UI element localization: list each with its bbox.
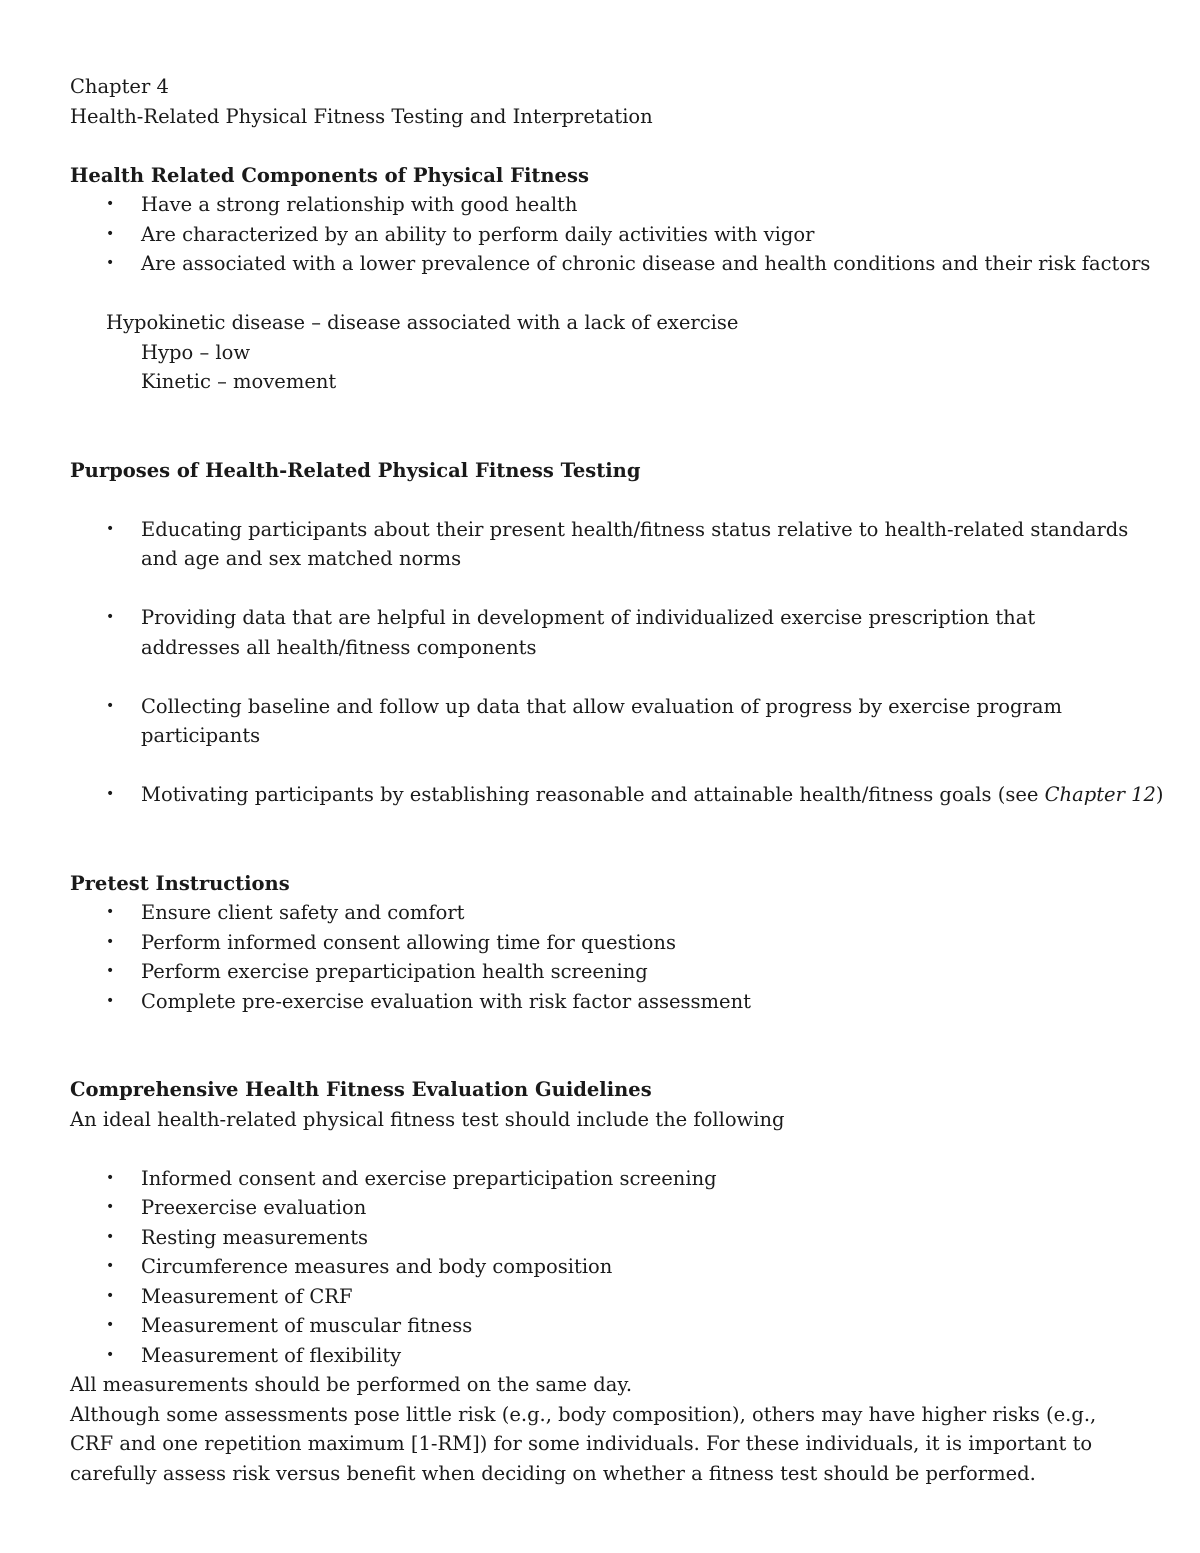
pretest-list: [70, 898, 1140, 1016]
list-item: • Complete pre-exercise evaluation with risk factor assessment: [70, 987, 1140, 1017]
bullet-icon: •: [106, 1346, 115, 1363]
bullet-icon: •: [106, 520, 115, 537]
document-title: Health-Related Physical Fitness Testing and Interpretation: [70, 104, 653, 128]
section-heading-purposes: Purposes of Health-Related Physical Fitness Testing: [70, 458, 641, 482]
list-item: • Providing data that are helpful in development of individualized exercise prescription that addresses all health/fitness components: [70, 603, 1140, 662]
bullet-icon: •: [106, 225, 115, 242]
bullet-icon: •: [106, 609, 115, 625]
section-heading-pretest: Pretest Instructions: [70, 871, 290, 895]
bullet-icon: •: [106, 1287, 115, 1304]
bullet-icon: •: [106, 992, 115, 1009]
chapter-label: Chapter 4: [70, 75, 169, 98]
list-item: • Motivating participants by establishing reasonable and attainable health/fitness goals (see Chapter 12): [70, 780, 1140, 810]
purposes-list: [70, 515, 1164, 810]
kinetic-definition: Kinetic – movement: [141, 370, 337, 393]
list-item: • Resting measurements: [70, 1223, 1140, 1253]
list-item: • Are associated with a lower prevalence of chronic disease and health conditions and their risk factors: [70, 249, 1140, 279]
list-item: • Informed consent and exercise preparticipation screening: [70, 1164, 1140, 1194]
list-item: • Measurement of CRF: [70, 1282, 1140, 1312]
hypo-definition: Hypo – low: [141, 340, 251, 364]
document-page: [70, 72, 1164, 1488]
bullet-icon: •: [106, 963, 115, 979]
bullet-icon: •: [106, 933, 115, 950]
hypokinetic-definition: Hypokinetic disease – disease associated with a lack of exercise: [106, 311, 739, 334]
section-heading-health-components: Health Related Components of Physical Fitness: [70, 163, 589, 187]
bullet-icon: •: [106, 1199, 115, 1215]
list-item: • Perform exercise preparticipation health screening: [70, 957, 1140, 987]
section-heading-guidelines: Comprehensive Health Fitness Evaluation Guidelines: [70, 1078, 652, 1101]
list-item: • Measurement of flexibility: [70, 1341, 1140, 1371]
closing-paragraph: Although some assessments pose little risk (e.g., body composition), others may have higher risks (e.g., CRF and one repetition maximum [1-RM]) for some individuals. For these individuals, it is important to carefully assess risk versus benefit when deciding on whether a fitness test should be performed.: [70, 1402, 1097, 1485]
bullet-icon: •: [106, 1258, 115, 1274]
bullet-icon: •: [106, 1228, 115, 1245]
list-item: • Perform informed consent allowing time for questions: [70, 928, 1140, 958]
list-item: • Are characterized by an ability to perform daily activities with vigor: [70, 220, 1140, 250]
bullet-icon: •: [106, 904, 115, 920]
bullet-icon: •: [106, 196, 115, 212]
same-day-note: All measurements should be performed on the same day.: [70, 1373, 633, 1396]
bullet-icon: •: [106, 786, 115, 802]
bullet-icon: •: [106, 1317, 115, 1333]
guidelines-intro: An ideal health-related physical fitness test should include the following: [70, 1107, 785, 1131]
bullet-icon: •: [106, 255, 115, 271]
list-item: • Preexercise evaluation: [70, 1193, 1140, 1223]
list-item: • Collecting baseline and follow up data that allow evaluation of progress by exercise program participants: [70, 692, 1140, 751]
list-item: • Measurement of muscular fitness: [70, 1311, 1140, 1341]
bullet-icon: •: [106, 1169, 115, 1186]
list-item: • Have a strong relationship with good health: [70, 190, 1140, 220]
chapter-reference: Chapter 12: [1044, 783, 1156, 806]
bullet-icon: •: [106, 697, 115, 714]
list-item: • Circumference measures and body composition: [70, 1252, 1140, 1282]
list-item: • Ensure client safety and comfort: [70, 898, 1140, 928]
health-components-list: [70, 190, 1151, 279]
list-item: • Educating participants about their present health/fitness status relative to health-related standards and age and sex matched norms: [70, 515, 1140, 574]
guidelines-list: [70, 1164, 1140, 1371]
